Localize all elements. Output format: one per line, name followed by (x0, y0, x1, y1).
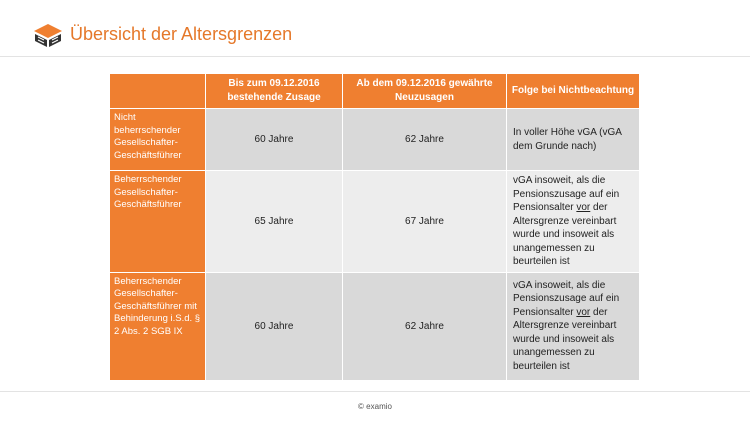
table-header-row (110, 74, 640, 109)
consequence-text: der Altersgrenze vereinbart wurde und insoweit als unangemessen zu beurteilen ist (513, 202, 617, 267)
row-label: Nicht beherrschender Gesellschafter-Geschäftsführer (110, 109, 206, 171)
cell-existing-age: 65 Jahre (206, 171, 343, 273)
consequence-text: vGA insoweit, als die Pensionszusage auf ein Pensionsalter (513, 175, 620, 213)
cell-new-age: 67 Jahre (343, 171, 507, 273)
consequence-emphasis: vor (576, 202, 591, 213)
row-label: Beherrschender Gesellschafter-Geschäftsführer (110, 171, 206, 273)
header-cell-empty (110, 74, 206, 109)
cell-consequence (507, 273, 640, 381)
page-header (0, 0, 750, 57)
open-book-icon (32, 22, 64, 48)
consequence-emphasis: vor (576, 306, 591, 318)
consequence-text: der Altersgrenze vereinbart wurde und insoweit als unangemessen zu beurteilen ist (513, 306, 617, 372)
age-limits-table (110, 74, 640, 381)
header-cell-consequence: Folge bei Nichtbeachtung (507, 74, 640, 109)
cell-consequence: In voller Höhe vGA (vGA dem Grunde nach) (507, 109, 640, 171)
footer-copyright: © examio (358, 402, 392, 411)
cell-consequence (507, 171, 640, 273)
consequence-text: vGA insoweit, als die Pensionszusage auf ein Pensionsalter (513, 279, 620, 318)
footer-divider (0, 391, 750, 392)
table-row (110, 109, 640, 171)
cell-existing-age: 60 Jahre (206, 273, 343, 381)
table-row (110, 273, 640, 381)
cell-new-age: 62 Jahre (343, 273, 507, 381)
header-cell-existing-commitment: Bis zum 09.12.2016 bestehende Zusage (206, 74, 343, 109)
row-label: Beherrschender Gesellschafter-Geschäftsführer mit Behinderung i.S.d. § 2 Abs. 2 SGB IX (110, 273, 206, 381)
header-cell-new-commitments: Ab dem 09.12.2016 gewährte Neuzusagen (343, 74, 507, 109)
page-title: Übersicht der Altersgrenzen (70, 24, 293, 44)
cell-new-age: 62 Jahre (343, 109, 507, 171)
cell-existing-age: 60 Jahre (206, 109, 343, 171)
table-row (110, 171, 640, 273)
